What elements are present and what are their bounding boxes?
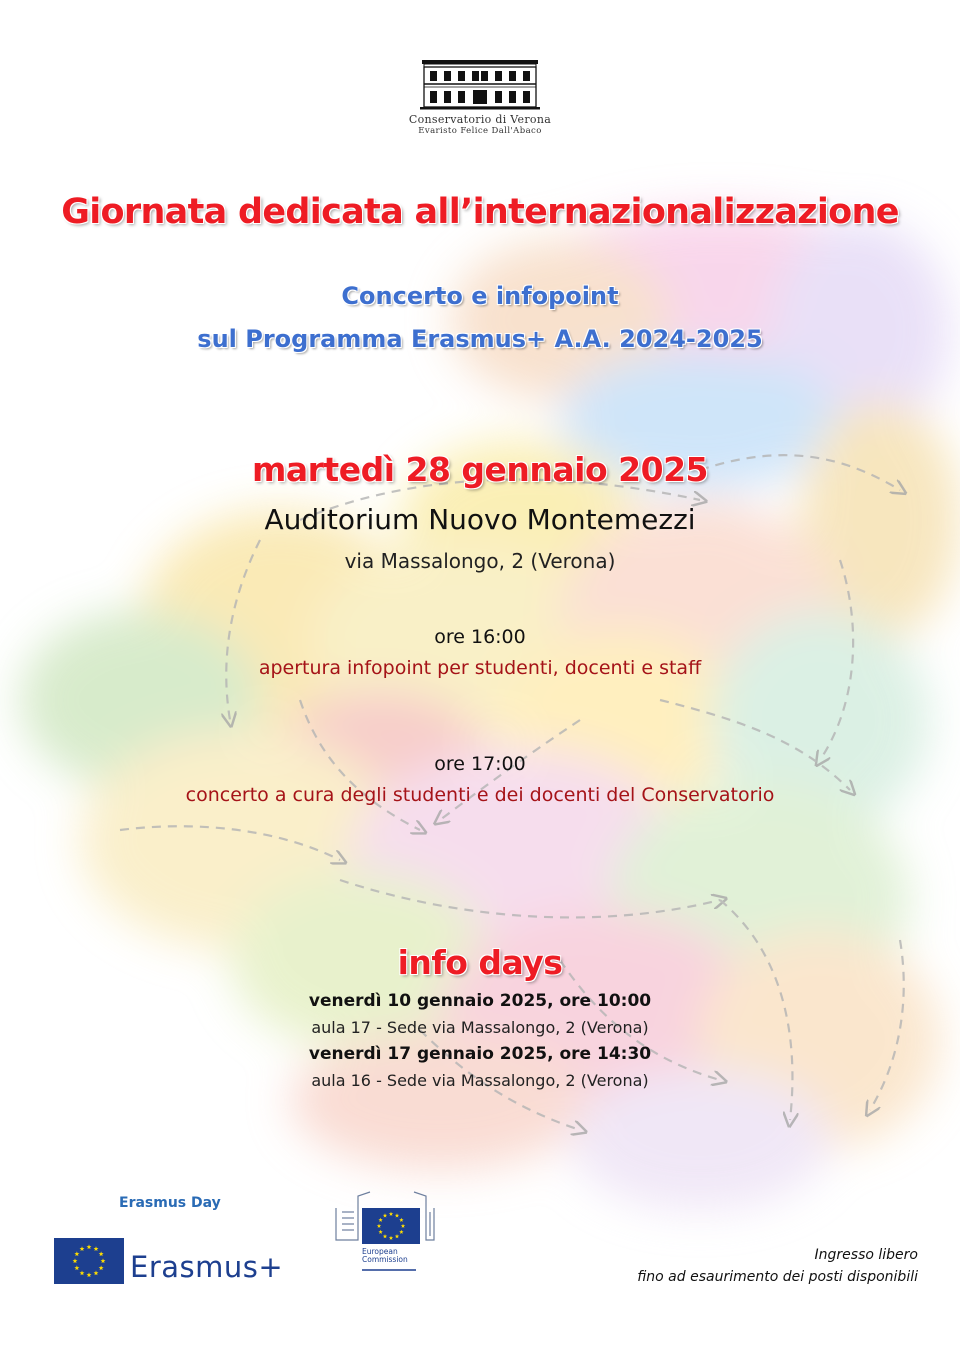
institution-subtitle: Evaristo Felice Dall'Abaco bbox=[418, 126, 542, 136]
event-address: via Massalongo, 2 (Verona) bbox=[344, 549, 616, 573]
event-date: martedì 28 gennaio 2025 bbox=[252, 450, 708, 489]
subtitle-line-2: sul Programma Erasmus+ A.A. 2024-2025 bbox=[197, 325, 763, 353]
event-venue: Auditorium Nuovo Montemezzi bbox=[264, 503, 696, 536]
info-day-place-2: aula 16 - Sede via Massalongo, 2 (Verona) bbox=[311, 1071, 649, 1090]
free-entry-note bbox=[637, 1244, 918, 1288]
erasmus-plus-logo-text: Erasmus+ bbox=[130, 1250, 284, 1284]
info-days-title: info days bbox=[397, 943, 563, 982]
eu-flag-icon bbox=[54, 1238, 124, 1284]
info-day-place-1: aula 17 - Sede via Massalongo, 2 (Verona) bbox=[311, 1018, 649, 1037]
schedule-time-1: ore 16:00 bbox=[434, 626, 526, 648]
conservatorio-building-icon bbox=[418, 58, 542, 110]
ec-label-line-1: European bbox=[362, 1247, 398, 1256]
free-entry-line-2: fino ad esaurimento dei posti disponibili bbox=[637, 1269, 918, 1285]
info-day-date-1: venerdì 10 gennaio 2025, ore 10:00 bbox=[308, 991, 652, 1011]
conservatorio-logo bbox=[380, 58, 580, 136]
erasmus-day-label: Erasmus Day bbox=[119, 1195, 221, 1211]
schedule-time-2: ore 17:00 bbox=[434, 753, 526, 775]
ec-label-line-2: Commission bbox=[362, 1255, 408, 1264]
schedule-description-1: apertura infopoint per studenti, docenti e staff bbox=[258, 657, 702, 679]
free-entry-line-1: Ingresso libero bbox=[814, 1247, 918, 1263]
subtitle-line-1: Concerto e infopoint bbox=[341, 282, 619, 310]
schedule-description-2: concerto a cura degli studenti e dei docenti del Conservatorio bbox=[185, 784, 775, 806]
institution-name: Conservatorio di Verona bbox=[408, 113, 552, 126]
european-commission-label bbox=[362, 1248, 408, 1264]
info-day-date-2: venerdì 17 gennaio 2025, ore 14:30 bbox=[308, 1044, 652, 1064]
page-title: Giornata dedicata all’internazionalizzazione bbox=[61, 192, 899, 232]
